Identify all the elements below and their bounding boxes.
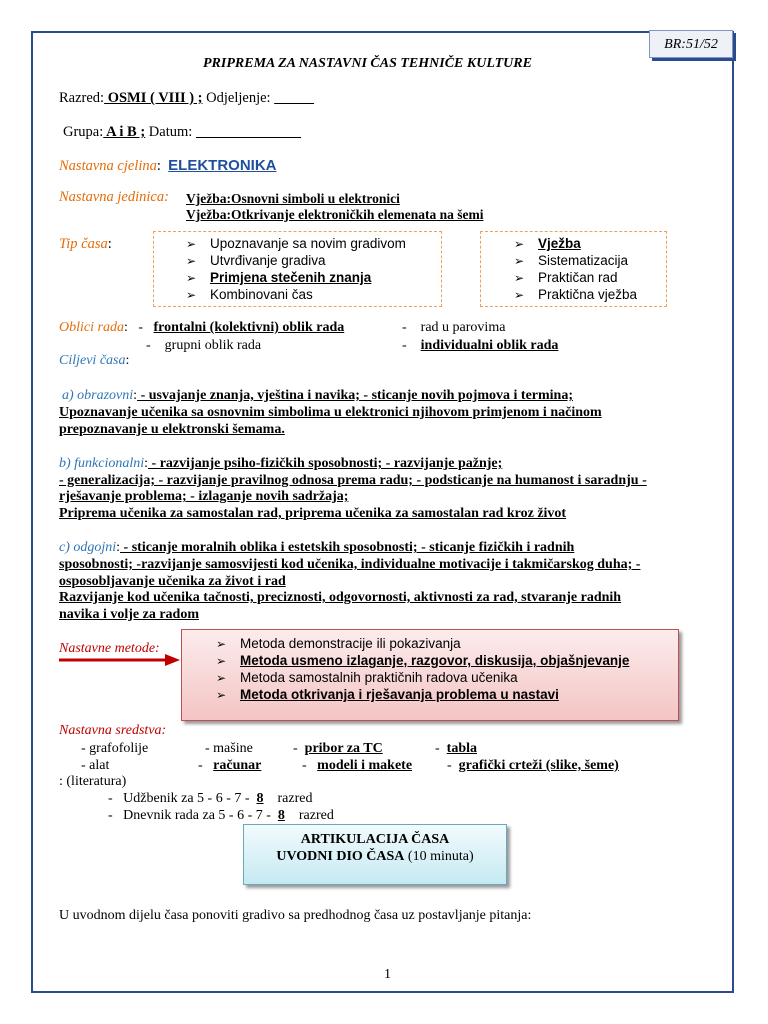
oblik-grupni: - grupni oblik rada <box>146 338 262 353</box>
odgojni-line-1: c) odgojni: - sticanje moralnih oblika i estetskih sposobnosti; - sticanje fizičkih i radnih <box>59 540 575 555</box>
sredstvo-grafofolije: - grafofolije <box>81 741 149 756</box>
tip-right-list <box>514 235 637 303</box>
grupa-label: Grupa: <box>63 124 104 140</box>
page-number: 1 <box>384 967 391 982</box>
razred-value: OSMI ( VIII ) ; <box>104 90 203 106</box>
cjelina-row: Nastavna cjelina: ELEKTRONIKA <box>59 157 277 174</box>
razred-label: Razred: <box>59 90 105 106</box>
oblici-row-1: Oblici rada: - frontalni (kolektivni) oblik rada <box>59 320 345 335</box>
tip-label: Tip časa: <box>59 236 112 252</box>
obrazovni-line-1: a) obrazovni: - usvajanje znanja, vještina i navika; - sticanje novih pojmova i termina; <box>62 388 573 403</box>
sredstvo-modeli: - modeli i makete <box>302 758 413 773</box>
odgojni-line-2: sposobnosti; -razvijanje samosvijesti kod učenika, individualne motivacije i takmičarskog duha; - <box>59 557 641 572</box>
cjelina-label: Nastavna cjelina <box>59 158 157 174</box>
page-title: PRIPREMA ZA NASTAVNI ČAS TEHNIČE KULTURE <box>203 56 532 71</box>
sredstvo-masine: - mašine <box>205 741 253 756</box>
artikulacija-title: ARTIKULACIJA ČASA <box>300 832 450 847</box>
oblik-individualni: - individualni oblik rada <box>402 338 559 353</box>
metode-list <box>216 635 629 703</box>
funkcionalni-line-4: Priprema učenika za samostalan rad, priprema učenika za samostalan rad kroz život <box>59 506 567 521</box>
datum-blank <box>196 124 301 140</box>
jedinica-line-1: Vježba:Osnovni simboli u elektronici <box>186 191 400 206</box>
grupa-value: A i B ; <box>103 124 146 140</box>
artikulacija-box <box>243 824 507 885</box>
metoda-item-selected: ➢ Metoda otkrivanja i rješavanja problema u nastavi <box>216 687 559 702</box>
ciljevi-label: Ciljevi časa: <box>59 353 130 368</box>
tip-left-list <box>186 235 406 303</box>
odgojni-line-4: Razvijanje kod učenika tačnosti, preciznosti, odgovornosti, aktivnosti za rad, stvaranje radnih <box>59 590 622 605</box>
metode-box <box>181 629 679 721</box>
udzbenik-row: - Udžbenik za 5 - 6 - 7 - 8 razred <box>108 791 313 806</box>
jedinica-label: Nastavna jedinica: <box>59 189 169 205</box>
sredstva-label: Nastavna sredstva: <box>59 723 167 738</box>
doc-number-badge: BR:51/52 <box>649 30 733 58</box>
literatura-label: : (literatura) <box>59 774 127 789</box>
oblik-parovi: - rad u parovima <box>402 320 506 335</box>
metoda-item-selected: ➢ Metoda usmeno izlaganje, razgovor, diskusija, objašnjevanje <box>216 653 630 668</box>
sredstvo-crtezi: - grafički crteži (slike, šeme) <box>447 758 619 773</box>
funkcionalni-line-2: - generalizacija; - razvijanje pravilnog odnosa prema radu; - podsticanje na humanost i saradnju - <box>59 473 647 488</box>
odgojni-line-3: osposobljavanje učenika za život i rad <box>59 574 286 589</box>
datum-label: Datum: <box>145 124 193 140</box>
odjeljenje-blank <box>274 90 314 106</box>
sredstvo-tabla: - tabla <box>435 741 478 756</box>
metoda-item: ➢ Metoda samostalnih praktičnih radova učenika <box>216 670 518 685</box>
arrow-right-icon <box>59 653 181 667</box>
obrazovni-line-2: Upoznavanje učenika sa osnovnim simbolima u elektronici njihovom primjenom i načinom <box>59 405 602 420</box>
tip-option: ➢ Upoznavanje sa novim gradivom <box>186 236 406 251</box>
cjelina-value: ELEKTRONIKA <box>168 157 277 174</box>
funkcionalni-line-1: b) funkcionalni: - razvijanje psiho-fizičkih sposobnosti; - razvijanje pažnje; <box>59 456 503 471</box>
obrazovni-line-3: prepoznavanje u elektronski šemama. <box>59 422 285 437</box>
dnevnik-row: - Dnevnik rada za 5 - 6 - 7 - 8 razred <box>108 808 334 823</box>
tip-option: ➢ Praktična vježba <box>514 287 638 302</box>
tip-option-selected: ➢ Primjena stečenih znanja <box>186 270 372 285</box>
uvodni-dio-heading: UVODNI DIO ČASA (10 minuta) <box>276 849 474 864</box>
grupa-row <box>63 124 301 141</box>
tip-option: ➢ Praktičan rad <box>514 270 618 285</box>
oblik-frontalni: frontalni (kolektivni) oblik rada <box>153 320 345 335</box>
uvod-text: U uvodnom dijelu časa ponoviti gradivo sa predhodnog časa uz postavljanje pitanja: <box>59 908 532 923</box>
tip-option: ➢ Kombinovani čas <box>186 287 313 302</box>
odgojni-line-5: navika i volje za radom <box>59 607 199 622</box>
tip-option: ➢ Utvrđivanje gradiva <box>186 253 326 268</box>
metode-label: Nastavne metode: <box>59 641 160 656</box>
razred-row <box>59 90 314 107</box>
funkcionalni-line-3: rješavanje problema; - izlaganje novih sadržaja; <box>59 489 349 504</box>
jedinica-line-2: Vježba:Otkrivanje elektroničkih elemenata na šemi <box>186 207 484 222</box>
metoda-item: ➢ Metoda demonstracije ili pokazivanja <box>216 636 461 651</box>
tip-option-selected: ➢ Vježba <box>514 236 581 251</box>
tip-option: ➢ Sistematizacija <box>514 253 629 268</box>
sredstvo-racunar: - računar <box>198 758 262 773</box>
odjeljenje-label: Odjeljenje: <box>202 90 271 106</box>
sredstvo-alat: - alat <box>81 758 110 773</box>
sredstvo-pribor: - pribor za TC <box>293 741 383 756</box>
